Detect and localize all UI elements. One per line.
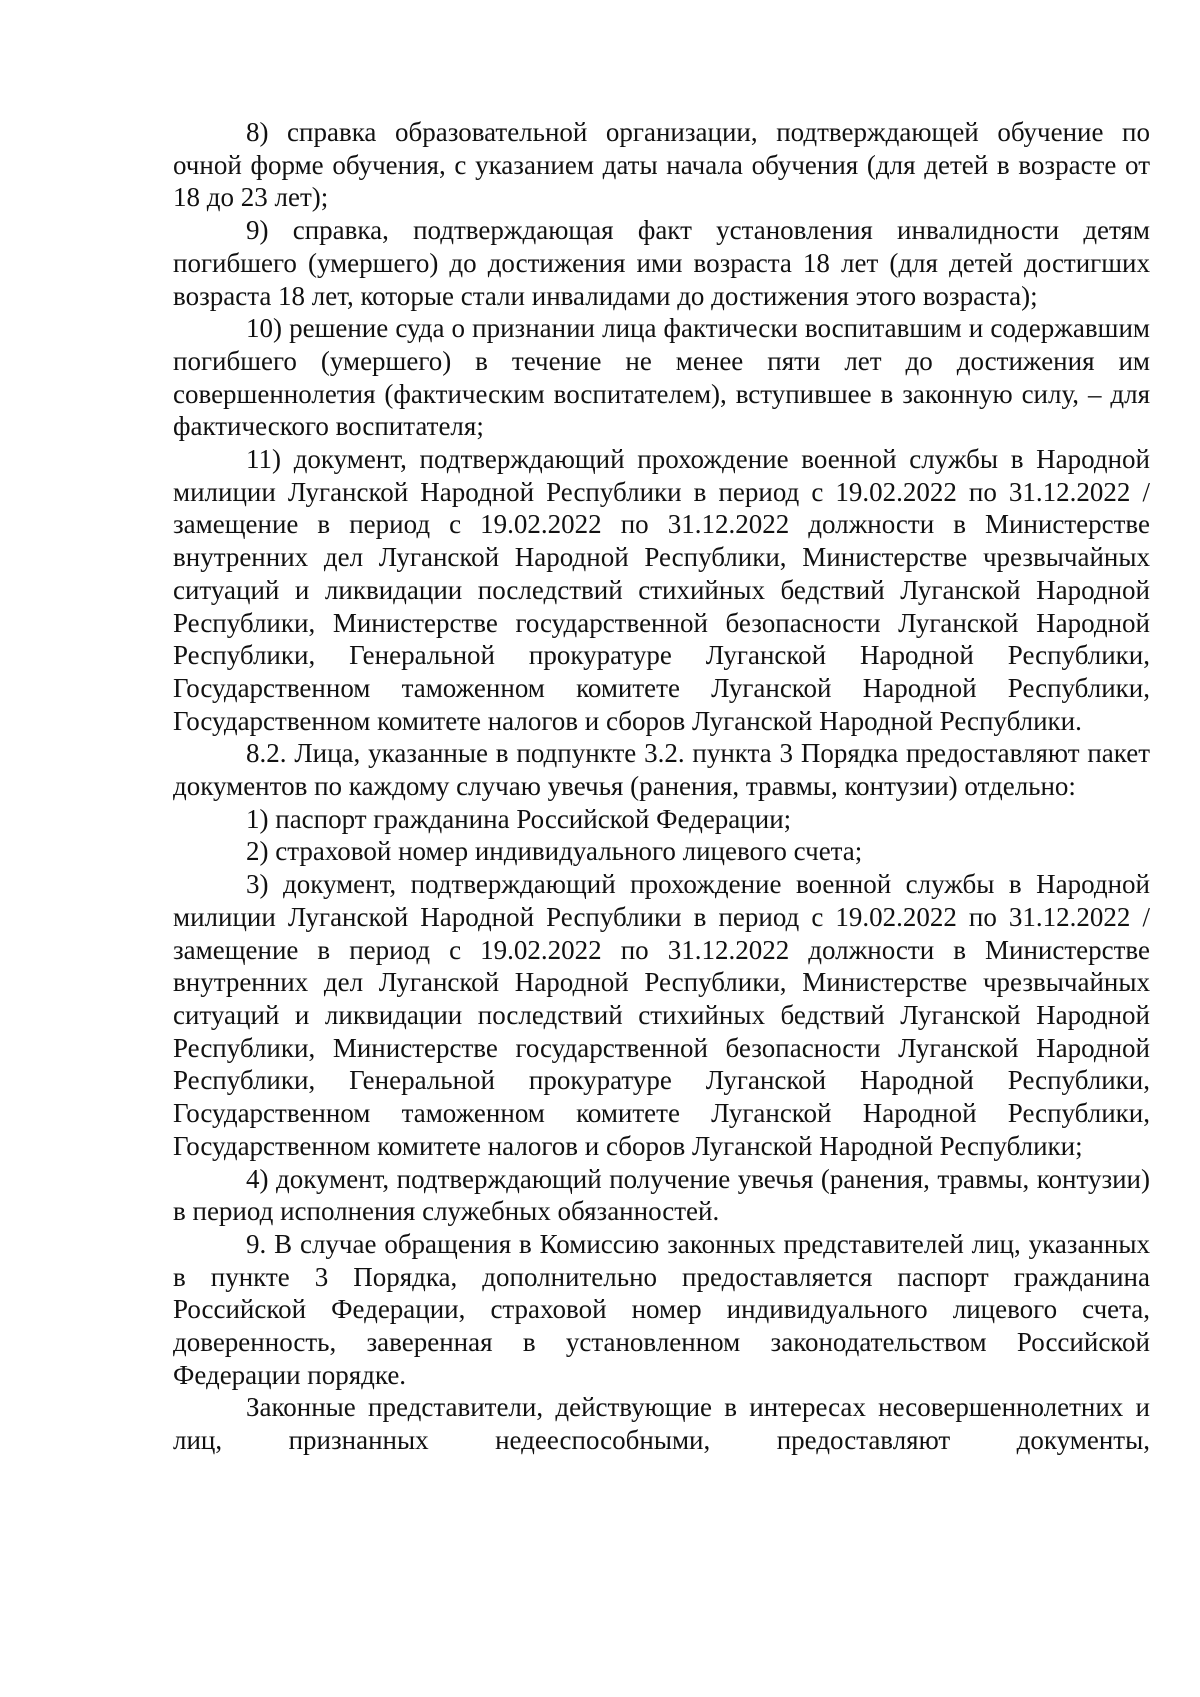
list-item-3-service-document: 3) документ, подтверждающий прохождение военной службы в Народной милиции Луганской Народной Республики в период с 19.02.2022 по 31.12.2022 / замещение в период с 19.02.2022 по 31.12.2022 должности в Министерстве внутренних дел Луганской Народной Республики, Министерстве чрезвычайных ситуаций и ликвидации последствий стихийных бедствий Луганской Народной Республики, Министерстве государственной безопасности Луганской Народной Республики, Генеральной прокуратуре Луганской Народной Республики, Государственном таможенном комитете Луганской Народной Республики, Государственном комитете налогов и сборов Луганской Народной Республики;	[173, 869, 1150, 1161]
list-item-8-education-certificate: 8) справка образовательной организации, подтверждающей обучение по очной форме обучения, с указанием даты начала обучения (для детей в возрасте от 18 до 23 лет);	[173, 117, 1150, 213]
list-item-11-service-document: 11) документ, подтверждающий прохождение военной службы в Народной милиции Луганской Народной Республики в период с 19.02.2022 по 31.12.2022 / замещение в период с 19.02.2022 по 31.12.2022 должности в Министерстве внутренних дел Луганской Народной Республики, Министерстве чрезвычайных ситуаций и ликвидации последствий стихийных бедствий Луганской Народной Республики, Министерстве государственной безопасности Луганской Народной Республики, Генеральной прокуратуре Луганской Народной Республики, Государственном таможенном комитете Луганской Народной Республики, Государственном комитете налогов и сборов Луганской Народной Республики.	[173, 444, 1150, 736]
list-item-9-disability-certificate: 9) справка, подтверждающая факт установления инвалидности детям погибшего (умершего) до достижения ими возраста 18 лет (для детей достигших возраста 18 лет, которые стали инвалидами до достижения этого возраста);	[173, 215, 1150, 311]
section-8-2-paragraph: 8.2. Лица, указанные в подпункте 3.2. пункта 3 Порядка предоставляют пакет документов по каждому случаю увечья (ранения, травмы, контузии) отдельно:	[173, 738, 1150, 802]
list-item-1-passport: 1) паспорт гражданина Российской Федерации;	[246, 803, 792, 834]
list-item-4-injury-document: 4) документ, подтверждающий получение увечья (ранения, травмы, контузии) в период исполнения служебных обязанностей.	[173, 1163, 1150, 1227]
section-9-paragraph: 9. В случае обращения в Комиссию законных представителей лиц, указанных в пункте 3 Порядка, дополнительно предоставляется паспорт гражданина Российской Федерации, страховой номер индивидуального лицевого счета, доверенность, заверенная в установленном законодательством Российской Федерации порядке.	[173, 1228, 1150, 1390]
list-item-10-court-decision: 10) решение суда о признании лица фактически воспитавшим и содержавшим погибшего (умершего) в течение не менее пяти лет до достижения им совершеннолетия (фактическим воспитателем), вступившее в законную силу, – для фактического воспитателя;	[173, 313, 1150, 442]
list-item-2-insurance-number: 2) страховой номер индивидуального лицевого счета;	[246, 836, 863, 867]
document-body	[173, 116, 1150, 1457]
legal-representatives-paragraph: Законные представители, действующие в интересах несовершеннолетних и лиц, признанных недееспособными, предоставляют документы,	[173, 1392, 1150, 1456]
